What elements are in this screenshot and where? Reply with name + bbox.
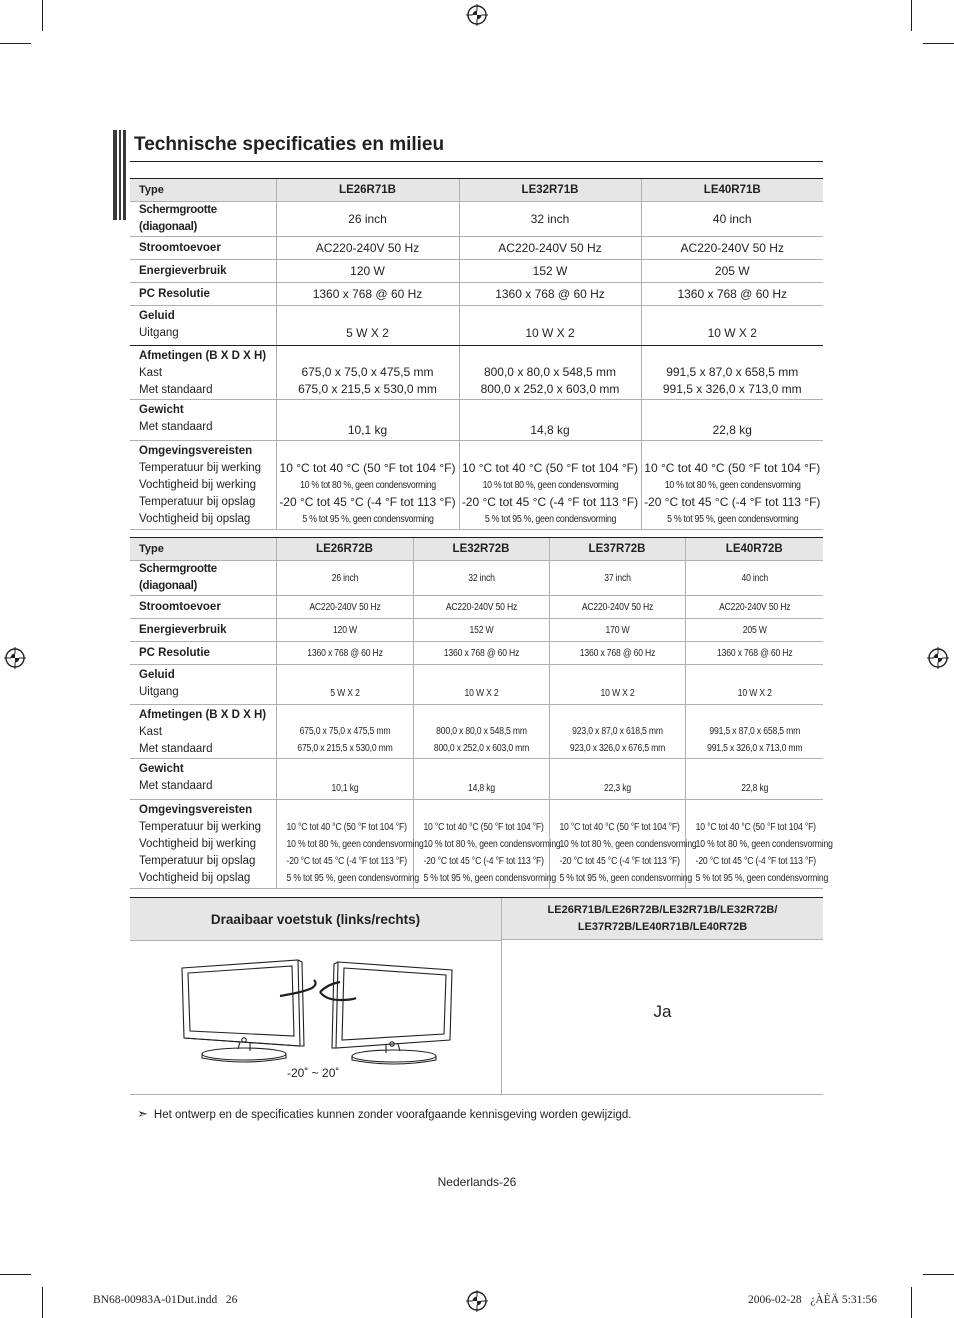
cell-value: 120 W <box>350 263 385 278</box>
cell-value: 10 % tot 80 %, geen condensvorming <box>664 480 801 491</box>
model-header: LE32R72B <box>413 538 549 561</box>
row-sublabel: Met standaard <box>139 384 213 396</box>
cell-value: 991,5 x 326,0 x 713,0 mm <box>662 382 802 396</box>
cell-value: 10 % tot 80 %, geen condensvorming <box>422 839 561 850</box>
table-row <box>130 705 823 759</box>
cell-value: 675,0 x 215,5 x 530,0 mm <box>298 382 437 396</box>
cell-value: AC220-240V 50 Hz <box>445 601 517 613</box>
note-arrow-icon: ➣ <box>137 1106 148 1121</box>
cell-value: 5 % tot 95 %, geen condensvorming <box>422 873 556 884</box>
cell-value: 800,0 x 80,0 x 548,5 mm <box>483 365 617 379</box>
cell-value: -20 °C tot 45 °C (-4 °F tot 113 °F) <box>286 856 407 867</box>
row-label: Omgevingsvereisten <box>139 804 253 816</box>
row-sublabel: Temperatuur bij werking <box>139 462 262 474</box>
cell-value: 1360 x 768 @ 60 Hz <box>443 647 519 659</box>
cell-value: 10 W X 2 <box>707 326 757 340</box>
title-decoration <box>113 130 127 220</box>
row-label: Energieverbruik <box>139 623 227 636</box>
cell-value: 22,3 kg <box>603 783 631 794</box>
row-label: Gewicht <box>139 763 184 775</box>
cell-value: 10,1 kg <box>347 423 388 437</box>
cell-value: 14,8 kg <box>467 783 495 794</box>
cell-value: 1360 x 768 @ 60 Hz <box>312 286 423 301</box>
type-label: Type <box>130 179 276 202</box>
cell-value: 170 W <box>605 624 629 636</box>
compatible-models-line: LE26R71B/LE26R72B/LE32R71B/LE32R72B/ <box>547 904 778 916</box>
page-title: Technische specificaties en milieu <box>134 134 445 155</box>
cell-value: -20 °C tot 45 °C (-4 °F tot 113 °F) <box>644 495 821 509</box>
cell-value: 10,1 kg <box>330 783 359 794</box>
cell-value: 32 inch <box>467 572 495 584</box>
cell-value: 800,0 x 252,0 x 603,0 mm <box>480 382 620 396</box>
cell-value: 1360 x 768 @ 60 Hz <box>495 286 605 301</box>
cell-value: 10 °C tot 40 °C (50 °F tot 104 °F) <box>695 822 816 833</box>
row-label: Stroomtoevoer <box>139 241 221 254</box>
compatible-models-line: LE37R72B/LE40R71B/LE40R72B <box>577 921 748 933</box>
cell-value: 40 inch <box>740 572 768 584</box>
cell-value: 205 W <box>742 624 767 636</box>
row-label: Omgevingsvereisten <box>139 445 253 457</box>
cell-value: 800,0 x 80,0 x 548,5 mm <box>435 726 527 737</box>
cell-value: 10 W X 2 <box>600 688 634 699</box>
swivel-arrow-icon <box>280 980 356 1000</box>
cell-value: 5 W X 2 <box>329 688 360 699</box>
cell-value: 37 inch <box>603 572 631 584</box>
swivel-answer: Ja <box>653 1002 672 1021</box>
model-header: LE32R71B <box>459 179 641 202</box>
crop-mark <box>0 1274 31 1275</box>
table-row <box>130 800 823 889</box>
registration-mark-icon <box>466 4 488 26</box>
table-row <box>130 346 823 400</box>
cell-value: 675,0 x 75,0 x 475,5 mm <box>301 365 434 379</box>
registration-mark-icon <box>927 647 949 669</box>
table-row <box>130 202 823 237</box>
row-sublabel: Kast <box>139 726 163 738</box>
cell-value: -20 °C tot 45 °C (-4 °F tot 113 °F) <box>422 856 544 867</box>
table-row <box>130 260 823 283</box>
cell-value: 5 % tot 95 %, geen condensvorming <box>301 514 434 525</box>
row-sublabel: Met standaard <box>139 743 213 755</box>
row-label: Geluid <box>139 310 175 322</box>
table-row <box>130 642 823 665</box>
cell-value: -20 °C tot 45 °C (-4 °F tot 113 °F) <box>279 495 456 509</box>
title-rule <box>130 161 823 162</box>
cell-value: 10 °C tot 40 °C (50 °F tot 104 °F) <box>279 461 456 475</box>
row-sublabel: Vochtigheid bij opslag <box>139 872 251 884</box>
table-header-row <box>130 538 823 561</box>
row-label: Schermgrootte (diagonaal) <box>139 563 217 592</box>
row-sublabel: Kast <box>139 367 163 379</box>
swivel-angle-label: -20˚ ~ 20˚ <box>287 1066 340 1080</box>
note <box>137 1106 631 1122</box>
cell-value: 675,0 x 75,0 x 475,5 mm <box>299 726 390 737</box>
cell-value: 10 W X 2 <box>464 688 498 699</box>
table-row <box>130 441 823 530</box>
divider <box>501 898 502 1094</box>
cell-value: 32 inch <box>530 211 570 226</box>
cell-value: 1360 x 768 @ 60 Hz <box>579 647 655 659</box>
row-label: Schermgrootte (diagonaal) <box>139 204 217 233</box>
table-row <box>130 665 823 705</box>
crop-mark <box>923 1274 954 1275</box>
table-header-row <box>130 179 823 202</box>
cell-value: 10 °C tot 40 °C (50 °F tot 104 °F) <box>462 461 638 475</box>
crop-mark <box>0 43 31 44</box>
cell-value: 10 W X 2 <box>525 326 575 340</box>
slug-right: 2006-02-28 ¿ÀÈÄ 5:31:56 <box>748 1294 878 1306</box>
cell-value: 1360 x 768 @ 60 Hz <box>677 286 788 301</box>
cell-value: 10 % tot 80 %, geen condensvorming <box>558 839 697 850</box>
cell-value: 22,8 kg <box>712 423 752 437</box>
slug-left: BN68-00983A-01Dut.indd 26 <box>93 1294 238 1306</box>
cell-value: 152 W <box>469 624 493 636</box>
swivel-header: Draaibaar voetstuk (links/rechts) <box>130 898 501 941</box>
table-row <box>130 237 823 260</box>
cell-value: 5 % tot 95 %, geen condensvorming <box>695 873 828 884</box>
cell-value: 10 % tot 80 %, geen condensvorming <box>695 839 833 850</box>
cell-value: 991,5 x 326,0 x 713,0 mm <box>706 743 802 754</box>
row-label: Afmetingen (B X D X H) <box>139 709 267 721</box>
cell-value: AC220-240V 50 Hz <box>581 601 653 613</box>
cell-value: 675,0 x 215,5 x 530,0 mm <box>296 743 393 754</box>
table-row <box>130 561 823 596</box>
spec-table-r72b <box>130 537 833 889</box>
row-sublabel: Met standaard <box>139 780 213 792</box>
cell-value: 1360 x 768 @ 60 Hz <box>716 647 792 659</box>
row-sublabel: Vochtigheid bij opslag <box>139 513 251 525</box>
cell-value: 40 inch <box>712 211 752 226</box>
cell-value: 22,8 kg <box>740 783 768 794</box>
model-header: LE26R72B <box>276 538 413 561</box>
cell-value: 10 °C tot 40 °C (50 °F tot 104 °F) <box>644 461 821 475</box>
row-sublabel: Uitgang <box>139 327 179 339</box>
row-sublabel: Temperatuur bij werking <box>139 821 262 833</box>
table-row <box>130 619 823 642</box>
note-text: Het ontwerp en de specificaties kunnen zonder voorafgaande kennisgeving worden gewijzigd. <box>153 1109 632 1121</box>
cell-value: 26 inch <box>348 211 387 226</box>
row-label: PC Resolutie <box>139 646 210 659</box>
cell-value: -20 °C tot 45 °C (-4 °F tot 113 °F) <box>695 856 816 867</box>
table-row <box>130 759 823 800</box>
swivel-stand-table <box>130 897 823 1095</box>
cell-value: -20 °C tot 45 °C (-4 °F tot 113 °F) <box>558 856 680 867</box>
cell-value: 26 inch <box>331 572 358 584</box>
cell-value: 991,5 x 87,0 x 658,5 mm <box>666 365 799 379</box>
type-label: Type <box>130 538 276 561</box>
row-sublabel: Vochtigheid bij werking <box>139 479 256 491</box>
row-sublabel: Met standaard <box>139 421 213 433</box>
cell-value: 5 % tot 95 %, geen condensvorming <box>286 873 419 884</box>
cell-value: 10 W X 2 <box>737 688 772 699</box>
cell-value: 10 °C tot 40 °C (50 °F tot 104 °F) <box>422 822 544 833</box>
row-label: PC Resolutie <box>139 287 210 300</box>
compatible-models-header <box>502 898 823 940</box>
cell-value: AC220-240V 50 Hz <box>718 601 790 613</box>
cell-value: AC220-240V 50 Hz <box>308 601 381 613</box>
table-row <box>130 400 823 441</box>
cell-value: -20 °C tot 45 °C (-4 °F tot 113 °F) <box>461 495 639 509</box>
cell-value: 10 °C tot 40 °C (50 °F tot 104 °F) <box>558 822 680 833</box>
cell-value: 923,0 x 326,0 x 676,5 mm <box>569 743 665 754</box>
row-sublabel: Temperatuur bij opslag <box>139 855 256 867</box>
cell-value: 5 % tot 95 %, geen condensvorming <box>558 873 692 884</box>
row-sublabel: Temperatuur bij opslag <box>139 496 256 508</box>
cell-value: 10 % tot 80 %, geen condensvorming <box>299 480 436 491</box>
cell-value: 14,8 kg <box>530 423 570 437</box>
cell-value: 205 W <box>714 263 750 278</box>
cell-value: 1360 x 768 @ 60 Hz <box>306 647 383 659</box>
cell-value: 152 W <box>532 263 568 278</box>
registration-mark-icon <box>466 1290 488 1312</box>
row-label: Gewicht <box>139 404 184 416</box>
table-row <box>130 306 823 346</box>
crop-mark <box>911 1287 912 1318</box>
model-header: LE40R71B <box>641 179 823 202</box>
page-number: Nederlands-26 <box>437 1175 517 1189</box>
model-header: LE40R72B <box>685 538 823 561</box>
crop-mark <box>911 0 912 31</box>
cell-value: 5 % tot 95 %, geen condensvorming <box>666 514 798 525</box>
cell-value: AC220-240V 50 Hz <box>498 240 602 255</box>
row-label: Stroomtoevoer <box>139 600 221 613</box>
row-label: Afmetingen (B X D X H) <box>139 350 267 362</box>
table-row <box>130 283 823 306</box>
model-header: LE37R72B <box>549 538 685 561</box>
crop-mark <box>42 0 43 31</box>
row-label: Geluid <box>139 669 175 681</box>
cell-value: 5 % tot 95 %, geen condensvorming <box>484 514 616 525</box>
registration-mark-icon <box>4 647 26 669</box>
row-sublabel: Vochtigheid bij werking <box>139 838 256 850</box>
row-sublabel: Uitgang <box>139 686 179 698</box>
cell-value: AC220-240V 50 Hz <box>680 240 784 255</box>
table-row <box>130 596 823 619</box>
cell-value: 800,0 x 252,0 x 603,0 mm <box>433 743 529 754</box>
cell-value: 991,5 x 87,0 x 658,5 mm <box>708 726 800 737</box>
cell-value: AC220-240V 50 Hz <box>315 240 420 255</box>
crop-mark <box>42 1287 43 1318</box>
crop-mark <box>923 43 954 44</box>
cell-value: 10 % tot 80 %, geen condensvorming <box>286 839 424 850</box>
cell-value: 10 % tot 80 %, geen condensvorming <box>482 480 618 491</box>
spec-table-r71b <box>130 178 823 530</box>
model-header: LE26R71B <box>276 179 459 202</box>
row-label: Energieverbruik <box>139 264 227 277</box>
cell-value: 10 °C tot 40 °C (50 °F tot 104 °F) <box>286 822 407 833</box>
tv-swivel-illustration <box>180 954 460 1066</box>
cell-value: 923,0 x 87,0 x 618,5 mm <box>571 726 663 737</box>
cell-value: 5 W X 2 <box>346 326 389 340</box>
cell-value: 120 W <box>332 624 357 636</box>
